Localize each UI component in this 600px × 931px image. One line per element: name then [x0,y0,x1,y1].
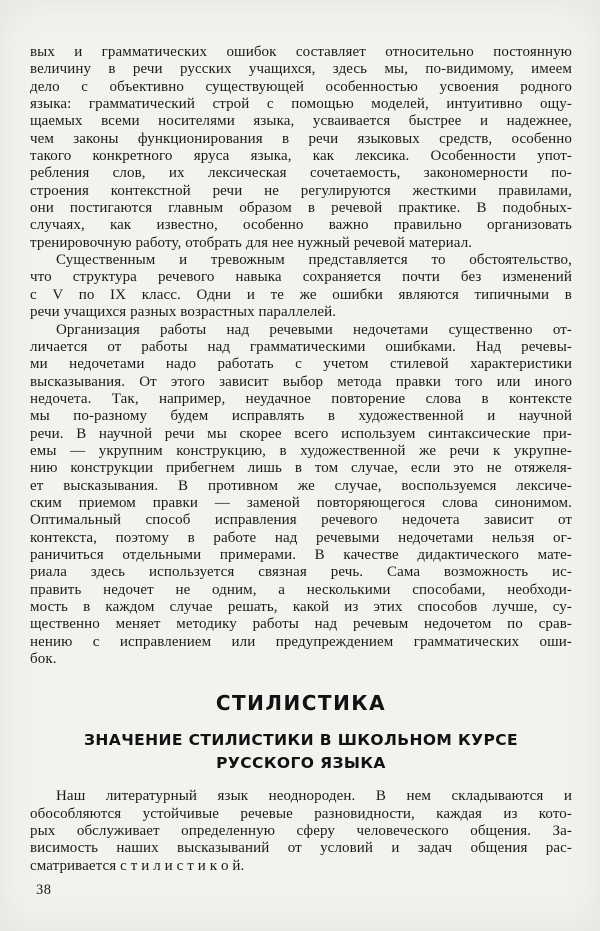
text-line: сматривается с т и л и с т и к о й. [30,857,245,874]
text-line: Существенным и тревожным представляется то обстоятельство, [56,252,572,269]
text-line: высказывания. От этого зависит выбор метода правки того или иного [30,373,572,390]
paragraph-continuation [30,44,572,252]
text-line: риала здесь используется связная речь. Сама возможность ис- [30,564,572,581]
paragraph [30,322,572,669]
text-line: нению с исправлением или предупреждением грамматических оши- [30,633,572,650]
text-line: тренировочную работу, отобрать для нее нужный речевой материал. [30,234,473,251]
text-line: строения контекстной речи не регулируются жесткими правилами, [30,182,572,199]
text-line: случаях, как известно, особенно важно правильно организовать [30,217,572,234]
text-line: Организация работы над речевыми недочетами существенно от- [56,321,572,338]
text-line: ским приемом правки — заменой повторяющегося слова синонимом. [30,494,572,511]
text-line: мы по-разному будем исправлять в художественной и научной [30,408,572,425]
text-line: вых и грамматических ошибок составляет относительно постоянную [30,44,572,60]
text-line: щественно меняет методику работы над речевым недочетом по срав- [30,616,572,633]
text-line: чем законы функционирования в речи языковых средств, особенно [30,130,572,147]
paragraph [30,788,572,875]
text-line: такого конкретного яруса языка, как лексика. Особенности упот- [30,148,572,165]
text-line: речи. В научной речи мы скорее всего используем синтаксические при- [30,425,572,442]
text-line: недочета. Так, например, неудачное повторение слова в контексте [30,390,572,407]
section-subtitle-line: ЗНАЧЕНИЕ СТИЛИСТИКИ В ШКОЛЬНОМ КУРСЕ [84,731,518,750]
text-line: щаемых всеми носителями языка, усваивается быстрее и надежнее, [30,113,572,130]
text-line: бок. [30,651,57,668]
section-title: СТИЛИСТИКА [215,691,387,716]
text-line: править недочет не одним, а несколькими способами, необходи- [30,581,572,598]
text-line: дело с объективно существующей особенностью усвоения родного [30,78,572,95]
text-line: раничиться отдельными примерами. В качестве дидактического мате- [30,546,572,563]
text-line: величину в речи русских учащихся, здесь мы, по-видимому, имеем [30,61,572,78]
text-line: речи учащихся разных возрастных параллелей. [30,304,337,321]
text-line: с V по IX класс. Одни и те же ошибки являются типичными в [30,286,572,303]
text-line: Наш литературный язык неоднороден. В нем складываются и [56,788,572,805]
text-line: они постигаются главным образом в речевой практике. В подобных- [30,200,572,217]
text-line: ми недочетами надо работать с учетом стилевой характеристики [30,356,572,373]
text-line: ет высказывания. В противном же случае, воспользуемся лексиче- [30,477,572,494]
text-line: контекста, поэтому в работе над речевыми недочетами нельзя ог- [30,529,572,546]
page-number: 38 [36,882,52,899]
text-line: обособляются устойчивые речевые разновидности, каждая из кото- [30,805,572,822]
section-subtitle-line: РУССКОГО ЯЗЫКА [216,754,386,773]
text-line: висимость наших высказываний от условий и задач общения рас- [30,840,572,857]
section-subtitle [30,729,572,775]
text-line: личается от работы над грамматическими ошибками. Над речевы- [30,338,572,355]
text-line: мость в каждом случае решать, какой из этих способов лучше, су- [30,599,572,615]
paragraph [30,252,572,321]
text-line: что структура речевого навыка сохраняется почти без изменений [30,269,572,286]
text-line: нию конструкции прибегнем лишь в том случае, если это не отяжеля- [30,460,572,477]
text-line: ребления слов, их лексическая сочетаемость, закономерности по- [30,165,572,182]
text-line: Оптимальный способ исправления речевого недочета зависит от [30,512,572,529]
text-line: емы — укрупним конструкцию, в художественной же речи к укрупне- [30,442,572,459]
text-line: рых обслуживает определенную сферу человеческого общения. За- [30,823,572,840]
text-line: языка: грамматический строй с помощью моделей, интуитивно ощу- [30,96,572,113]
